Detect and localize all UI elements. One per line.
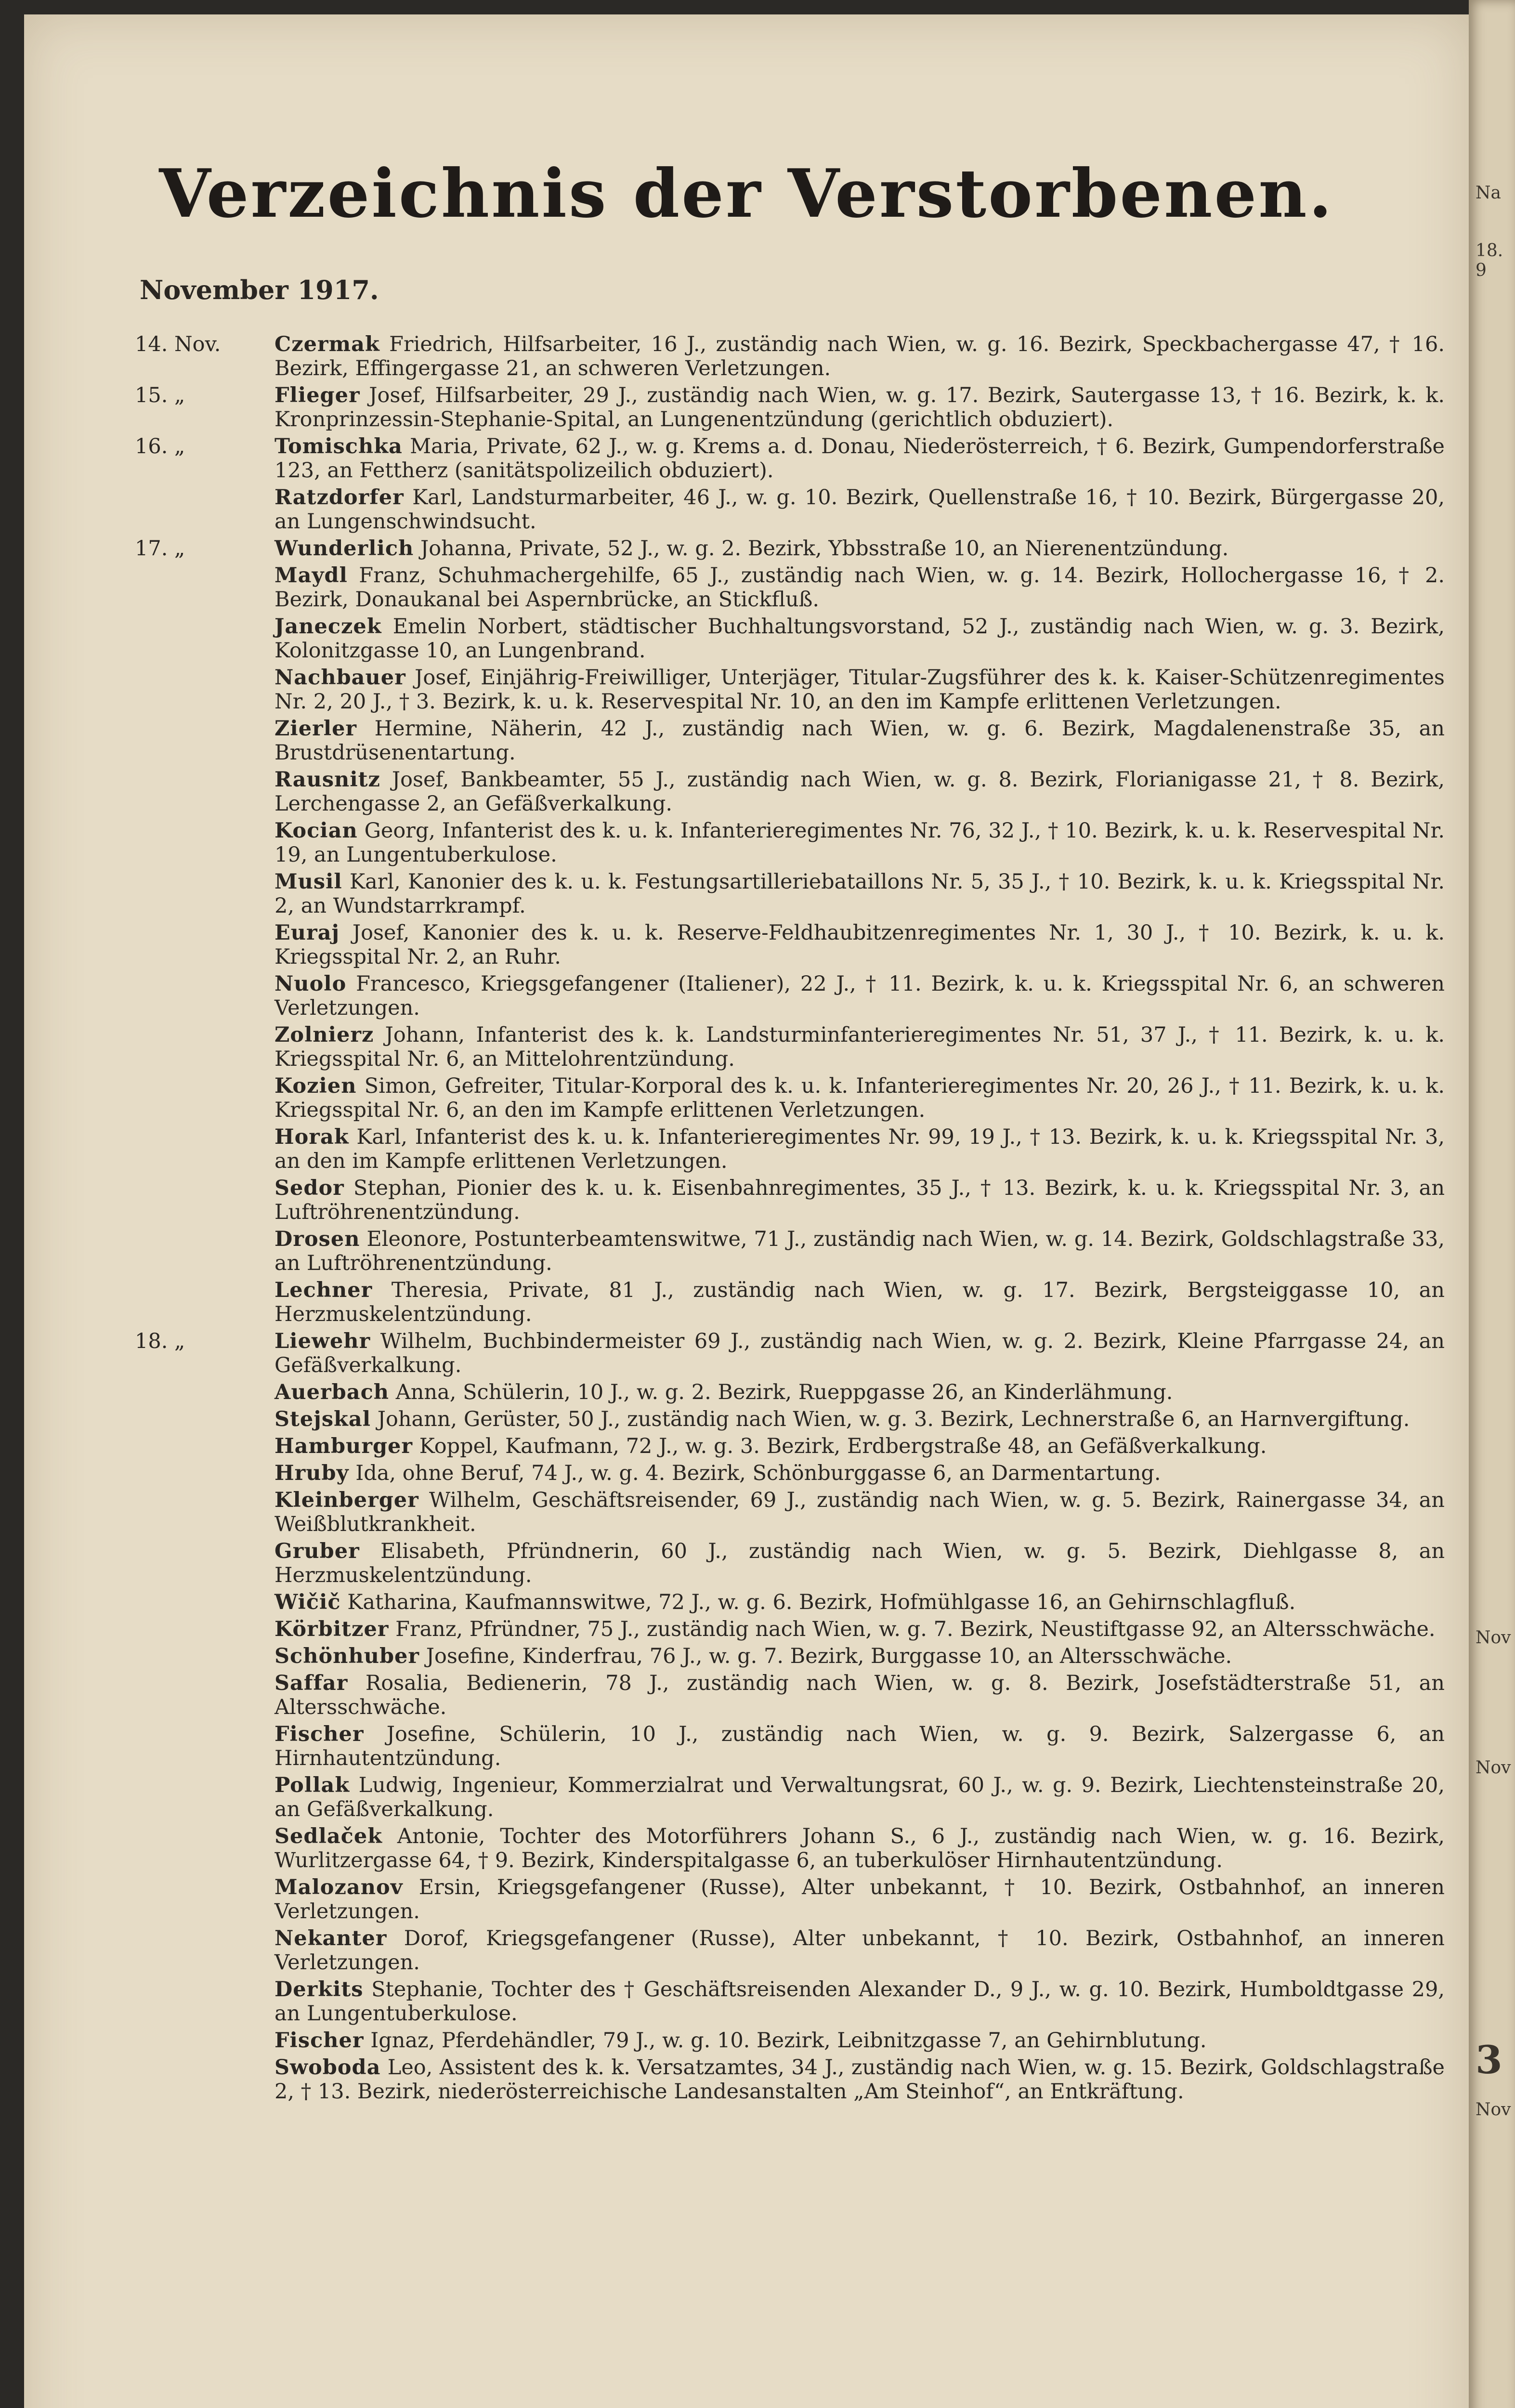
entry-text (274, 1590, 1445, 1614)
entry-details: Ersin, Kriegsgefangener (Russe), Alter unbekannt, † 10. Bezirk, Ostbahnhof, an inneren Verletzungen. (274, 1875, 1445, 1924)
register-entry (135, 1278, 1445, 1326)
entry-text (274, 1824, 1445, 1872)
edge-fragment: Nov (1476, 2100, 1511, 2120)
entry-text (274, 1644, 1445, 1668)
edge-fragment: Nov (1476, 1628, 1511, 1648)
death-register-list (135, 332, 1445, 2107)
entry-details: Katharina, Kaufmannswitwe, 72 J., w. g. 6. Bezirk, Hofmühlgasse 16, an Gehirnschlagfluß. (347, 1590, 1296, 1614)
entry-date: 14. Nov. (135, 332, 221, 356)
deceased-surname: Kozien (274, 1074, 357, 1098)
deceased-surname: Musil (274, 870, 342, 894)
entry-text (274, 1434, 1445, 1458)
entry-text (274, 1875, 1445, 1924)
deceased-surname: Nekanter (274, 1926, 387, 1950)
deceased-surname: Pollak (274, 1773, 350, 1797)
deceased-surname: Janeczek (274, 615, 382, 639)
deceased-surname: Maydl (274, 563, 348, 588)
edge-fragment: Nov (1476, 1758, 1511, 1778)
entry-text (274, 921, 1445, 969)
register-entry (135, 972, 1445, 1020)
register-entry (135, 819, 1445, 867)
entry-text (274, 1380, 1445, 1404)
entry-text (274, 1176, 1445, 1224)
entry-text (274, 666, 1445, 714)
register-entry (135, 1074, 1445, 1122)
entry-details: Hermine, Näherin, 42 J., zuständig nach Wien, w. g. 6. Bezirk, Magdalenenstraße 35, an Brustdrüsenentartung. (274, 717, 1445, 765)
entry-text (274, 717, 1445, 765)
adjacent-page-edge (1469, 0, 1515, 2408)
entry-details: Maria, Private, 62 J., w. g. Krems a. d. Donau, Niederösterreich, † 6. Bezirk, Gumpendorferstraße 123, an Fettherz (sanitätspolizeilich obduziert). (274, 434, 1445, 483)
register-entry (135, 1644, 1445, 1668)
entry-details: Johanna, Private, 52 J., w. g. 2. Bezirk, Ybbsstraße 10, an Nierenentzündung. (420, 537, 1229, 561)
deceased-surname: Kleinberger (274, 1488, 419, 1512)
entry-details: Antonie, Tochter des Motorführers Johann S., 6 J., zuständig nach Wien, w. g. 16. Bezirk, Wurlitzergasse 64, † 9. Bezirk, Kinderspitalgasse 6, an tuberkulöser Hirnhautentzündung. (274, 1824, 1445, 1872)
deceased-surname: Saffar (274, 1671, 348, 1695)
entry-details: Emelin Norbert, städtischer Buchhaltungsvorstand, 52 J., zuständig nach Wien, w. g. 3. Bezirk, Kolonitzgasse 10, an Lungenbrand. (274, 615, 1445, 663)
entry-date: 16. „ (135, 434, 185, 458)
entry-text (274, 1329, 1445, 1377)
entry-text (274, 485, 1445, 534)
entry-details: Josef, Einjährig-Freiwilliger, Unterjäger, Titular-Zugsführer des k. k. Kaiser-Schützenregimentes Nr. 2, 20 J., † 3. Bezirk, k. u. k. Reservespital Nr. 10, an den im Kampfe erlittenen Verletzungen. (274, 666, 1445, 714)
entry-details: Georg, Infanterist des k. u. k. Infanterieregimentes Nr. 76, 32 J., † 10. Bezirk, k. u. k. Reservespital Nr. 19, an Lungentuberkulose. (274, 819, 1445, 867)
entry-text (274, 972, 1445, 1020)
entry-text (274, 1539, 1445, 1587)
register-entry (135, 537, 1445, 561)
edge-fragment: 3 (1476, 2037, 1502, 2082)
register-entry (135, 1434, 1445, 1458)
entry-details: Friedrich, Hilfsarbeiter, 16 J., zuständig nach Wien, w. g. 16. Bezirk, Speckbachergasse 47, † 16. Bezirk, Effingergasse 21, an schweren Verletzungen. (274, 332, 1445, 380)
entry-text (274, 615, 1445, 663)
register-entry (135, 2028, 1445, 2053)
deceased-surname: Nuolo (274, 972, 347, 996)
register-entry (135, 2055, 1445, 2104)
entry-details: Anna, Schülerin, 10 J., w. g. 2. Bezirk, Rueppgasse 26, an Kinderlähmung. (395, 1380, 1173, 1404)
entry-text (274, 537, 1445, 561)
entry-details: Rosalia, Bedienerin, 78 J., zuständig nach Wien, w. g. 8. Bezirk, Josefstädterstraße 51, an Altersschwäche. (274, 1671, 1445, 1719)
entry-details: Elisabeth, Pfründnerin, 60 J., zuständig nach Wien, w. g. 5. Bezirk, Diehlgasse 8, an Herzmuskelentzündung. (274, 1539, 1445, 1587)
register-entry (135, 1977, 1445, 2026)
deceased-surname: Flieger (274, 383, 360, 407)
deceased-surname: Malozanov (274, 1875, 403, 1899)
deceased-surname: Gruber (274, 1539, 360, 1563)
entry-details: Eleonore, Postunterbeamtenswitwe, 71 J., zuständig nach Wien, w. g. 14. Bezirk, Goldschlagstraße 33, an Luftröhrenentzündung. (274, 1227, 1445, 1275)
deceased-surname: Hamburger (274, 1434, 413, 1458)
entry-details: Stephanie, Tochter des † Geschäftsreisenden Alexander D., 9 J., w. g. 10. Bezirk, Humboldtgasse 29, an Lungentuberkulose. (274, 1977, 1445, 2026)
entry-details: Stephan, Pionier des k. u. k. Eisenbahnregimentes, 35 J., † 13. Bezirk, k. u. k. Kriegsspital Nr. 3, an Luftröhrenentzündung. (274, 1176, 1445, 1224)
register-entry (135, 332, 1445, 380)
entry-details: Ida, ohne Beruf, 74 J., w. g. 4. Bezirk, Schönburggasse 6, an Darmentartung. (355, 1461, 1161, 1485)
register-entry (135, 1461, 1445, 1485)
register-entry (135, 1380, 1445, 1404)
deceased-surname: Zolnierz (274, 1023, 374, 1047)
entry-text (274, 1227, 1445, 1275)
deceased-surname: Auerbach (274, 1380, 390, 1404)
entry-date: 17. „ (135, 537, 185, 561)
entry-text (274, 1074, 1445, 1122)
register-entry (135, 1329, 1445, 1377)
deceased-surname: Stejskal (274, 1407, 371, 1431)
entry-text (274, 1488, 1445, 1536)
deceased-surname: Kocian (274, 819, 358, 843)
edge-fragment: Na (1476, 183, 1501, 203)
register-entry (135, 1539, 1445, 1587)
entry-details: Franz, Schuhmachergehilfe, 65 J., zuständig nach Wien, w. g. 14. Bezirk, Hollochergasse 16, † 2. Bezirk, Donaukanal bei Aspernbrücke, an Stickfluß. (274, 563, 1445, 612)
entry-details: Josef, Hilfsarbeiter, 29 J., zuständig nach Wien, w. g. 17. Bezirk, Sautergasse 13, † 16. Bezirk, k. k. Kronprinzessin-Stephanie-Spital, an Lungenentzündung (gerichtlich obduziert). (274, 383, 1445, 432)
register-entry (135, 666, 1445, 714)
deceased-surname: Horak (274, 1125, 349, 1149)
entry-text (274, 2028, 1445, 2053)
deceased-surname: Euraj (274, 921, 340, 945)
register-entry (135, 615, 1445, 663)
entry-date: 18. „ (135, 1329, 185, 1353)
deceased-surname: Nachbauer (274, 666, 406, 690)
register-entry (135, 1590, 1445, 1614)
register-entry (135, 1125, 1445, 1173)
deceased-surname: Schönhuber (274, 1644, 420, 1668)
entry-details: Wilhelm, Geschäftsreisender, 69 J., zuständig nach Wien, w. g. 5. Bezirk, Rainergasse 34, an Weißblutkrankheit. (274, 1488, 1445, 1536)
entry-text (274, 1023, 1445, 1071)
deceased-surname: Swoboda (274, 2055, 381, 2080)
entry-text (274, 1671, 1445, 1719)
deceased-surname: Sedlaček (274, 1824, 383, 1848)
register-entry (135, 485, 1445, 534)
deceased-surname: Körbitzer (274, 1617, 389, 1641)
entry-text (274, 2055, 1445, 2104)
deceased-surname: Czermak (274, 332, 380, 356)
entry-details: Simon, Gefreiter, Titular-Korporal des k. u. k. Infanterieregimentes Nr. 20, 26 J., † 11. Bezirk, k. u. k. Kriegsspital Nr. 6, an den im Kampfe erlittenen Verletzungen. (274, 1074, 1445, 1122)
deceased-surname: Fischer (274, 1722, 364, 1746)
entry-details: Leo, Assistent des k. k. Versatzamtes, 34 J., zuständig nach Wien, w. g. 15. Bezirk, Goldschlagstraße 2, † 13. Bezirk, niederösterreichische Landesanstalten „Am Steinhof“, an Entkräftung. (274, 2055, 1445, 2104)
entry-details: Dorof, Kriegsgefangener (Russe), Alter unbekannt, † 10. Bezirk, Ostbahnhof, an inneren Verletzungen. (274, 1926, 1445, 1975)
register-entry (135, 1773, 1445, 1821)
register-entry (135, 717, 1445, 765)
entry-text (274, 1773, 1445, 1821)
register-entry (135, 1722, 1445, 1770)
deceased-surname: Fischer (274, 2028, 364, 2053)
entry-text (274, 1617, 1445, 1641)
entry-text (274, 819, 1445, 867)
deceased-surname: Wunderlich (274, 537, 414, 561)
deceased-surname: Hruby (274, 1461, 349, 1485)
entry-text (274, 870, 1445, 918)
register-entry (135, 1488, 1445, 1536)
entry-details: Josef, Kanonier des k. u. k. Reserve-Feldhaubitzenregimentes Nr. 1, 30 J., † 10. Bezirk, k. u. k. Kriegsspital Nr. 2, an Ruhr. (274, 921, 1445, 969)
entry-text (274, 1278, 1445, 1326)
deceased-surname: Derkits (274, 1977, 364, 2002)
register-entry (135, 1227, 1445, 1275)
deceased-surname: Ratzdorfer (274, 485, 404, 510)
entry-details: Franz, Pfründner, 75 J., zuständig nach Wien, w. g. 7. Bezirk, Neustiftgasse 92, an Altersschwäche. (395, 1617, 1436, 1641)
entry-details: Josefine, Kinderfrau, 76 J., w. g. 7. Bezirk, Burggasse 10, an Altersschwäche. (426, 1644, 1232, 1668)
entry-text (274, 1926, 1445, 1975)
register-entry (135, 1407, 1445, 1431)
deceased-surname: Sedor (274, 1176, 344, 1200)
register-entry (135, 1824, 1445, 1872)
entry-details: Wilhelm, Buchbindermeister 69 J., zuständig nach Wien, w. g. 2. Bezirk, Kleine Pfarrgasse 24, an Gefäßverkalkung. (274, 1329, 1445, 1377)
entry-details: Johann, Gerüster, 50 J., zuständig nach Wien, w. g. 3. Bezirk, Lechnerstraße 6, an Harnvergiftung. (377, 1407, 1410, 1431)
entry-details: Karl, Kanonier des k. u. k. Festungsartilleriebataillons Nr. 5, 35 J., † 10. Bezirk, k. u. k. Kriegsspital Nr. 2, an Wundstarrkrampf. (274, 870, 1445, 918)
register-entry (135, 768, 1445, 816)
register-entry (135, 870, 1445, 918)
register-entry (135, 1875, 1445, 1924)
entry-date: 15. „ (135, 383, 185, 407)
entry-text (274, 563, 1445, 612)
register-entry (135, 1926, 1445, 1975)
entry-details: Karl, Infanterist des k. u. k. Infanterieregimentes Nr. 99, 19 J., † 13. Bezirk, k. u. k. Kriegsspital Nr. 3, an den im Kampfe erlittenen Verletzungen. (274, 1125, 1445, 1173)
entry-text (274, 1461, 1445, 1485)
register-entry (135, 434, 1445, 483)
document-page (24, 14, 1469, 2408)
entry-text (274, 1125, 1445, 1173)
register-entry (135, 563, 1445, 612)
entry-text (274, 434, 1445, 483)
entry-details: Ludwig, Ingenieur, Kommerzialrat und Verwaltungsrat, 60 J., w. g. 9. Bezirk, Liechtensteinstraße 20, an Gefäßverkalkung. (274, 1773, 1445, 1821)
entry-details: Koppel, Kaufmann, 72 J., w. g. 3. Bezirk, Erdbergstraße 48, an Gefäßverkalkung. (419, 1434, 1267, 1458)
page-title: Verzeichnis der Verstorbenen. (159, 154, 1334, 233)
entry-details: Karl, Landsturmarbeiter, 46 J., w. g. 10. Bezirk, Quellenstraße 16, † 10. Bezirk, Bürgergasse 20, an Lungenschwindsucht. (274, 485, 1445, 534)
register-entry (135, 1023, 1445, 1071)
edge-fragment: 18. 9 (1476, 241, 1503, 280)
entry-text (274, 768, 1445, 816)
register-entry (135, 383, 1445, 432)
deceased-surname: Liewehr (274, 1329, 371, 1353)
deceased-surname: Zierler (274, 717, 357, 741)
entry-details: Josefine, Schülerin, 10 J., zuständig nach Wien, w. g. 9. Bezirk, Salzergasse 6, an Hirnhautentzündung. (274, 1722, 1445, 1770)
entry-details: Johann, Infanterist des k. k. Landsturminfanterieregimentes Nr. 51, 37 J., † 11. Bezirk, k. u. k. Kriegsspital Nr. 6, an Mittelohrentzündung. (274, 1023, 1445, 1071)
month-heading: November 1917. (140, 275, 379, 305)
deceased-surname: Rausnitz (274, 768, 380, 792)
register-entry (135, 1176, 1445, 1224)
entry-details: Francesco, Kriegsgefangener (Italiener), 22 J., † 11. Bezirk, k. u. k. Kriegsspital Nr. 6, an schweren Verletzungen. (274, 972, 1445, 1020)
deceased-surname: Drosen (274, 1227, 360, 1251)
entry-text (274, 383, 1445, 432)
deceased-surname: Tomischka (274, 434, 403, 458)
deceased-surname: Wičič (274, 1590, 341, 1614)
register-entry (135, 1671, 1445, 1719)
deceased-surname: Lechner (274, 1278, 373, 1302)
entry-details: Theresia, Private, 81 J., zuständig nach Wien, w. g. 17. Bezirk, Bergsteiggasse 10, an Herzmuskelentzündung. (274, 1278, 1445, 1326)
entry-text (274, 1407, 1445, 1431)
entry-text (274, 1722, 1445, 1770)
entry-text (274, 1977, 1445, 2026)
register-entry (135, 1617, 1445, 1641)
entry-text (274, 332, 1445, 380)
entry-details: Josef, Bankbeamter, 55 J., zuständig nach Wien, w. g. 8. Bezirk, Florianigasse 21, † 8. Bezirk, Lerchengasse 2, an Gefäßverkalkung. (274, 768, 1445, 816)
register-entry (135, 921, 1445, 969)
entry-details: Ignaz, Pferdehändler, 79 J., w. g. 10. Bezirk, Leibnitzgasse 7, an Gehirnblutung. (370, 2028, 1207, 2053)
